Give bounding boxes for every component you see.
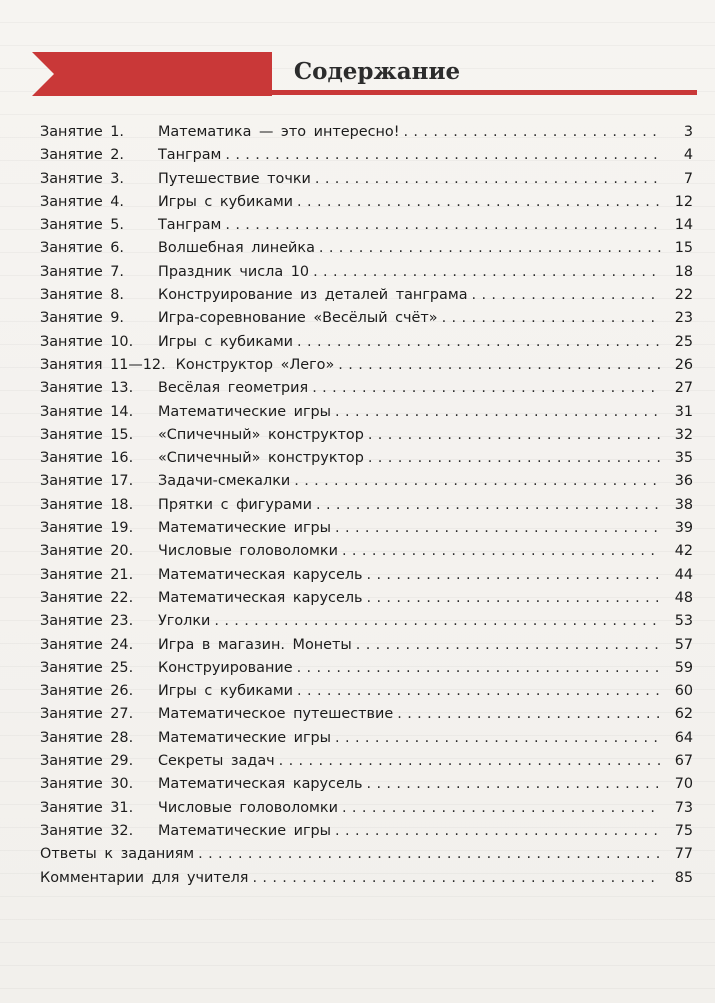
toc-entry-title: Конструирование — [158, 659, 293, 676]
toc-entry-number: Занятие 19. — [40, 520, 134, 537]
toc-dot-leader — [368, 450, 661, 466]
toc-dot-leader — [319, 240, 661, 256]
toc-entry — [40, 800, 693, 823]
toc-entry — [40, 870, 693, 893]
toc-entry-number: Занятие 4. — [40, 193, 125, 210]
toc-dot-leader — [403, 124, 661, 140]
toc-entry-number: Занятие 15. — [40, 426, 134, 443]
toc-dot-leader — [225, 217, 661, 233]
toc-dot-leader — [356, 637, 661, 653]
toc-entry — [40, 147, 693, 170]
toc-entry-page-number: 18 — [674, 263, 693, 280]
toc-dot-leader — [367, 567, 662, 583]
toc-entry-title: Танграм — [158, 147, 222, 164]
toc-dot-leader — [312, 380, 661, 396]
toc-entry-title: Математическая карусель — [158, 589, 363, 606]
toc-entry — [40, 380, 693, 403]
toc-entry-page-number: 25 — [674, 333, 693, 350]
toc-entry-page-number: 12 — [674, 193, 693, 210]
toc-dot-leader — [335, 404, 661, 420]
toc-entry-number: Занятие 25. — [40, 659, 134, 676]
toc-dot-leader — [297, 660, 661, 676]
toc-entry-page-number: 77 — [674, 846, 693, 863]
toc-entry — [40, 124, 693, 147]
toc-entry-title: Игры с кубиками — [158, 683, 294, 700]
toc-entry-number: Занятие 14. — [40, 403, 134, 420]
toc-entry — [40, 334, 693, 357]
toc-dot-leader — [297, 334, 661, 350]
toc-dot-leader — [368, 427, 661, 443]
toc-entry — [40, 637, 693, 660]
toc-dot-leader — [313, 264, 661, 280]
toc-dot-leader — [397, 706, 661, 722]
toc-entry — [40, 240, 693, 263]
toc-entry-number: Занятие 13. — [40, 380, 134, 397]
toc-entry-number: Занятие 27. — [40, 706, 134, 723]
ribbon-red-banner — [32, 52, 272, 96]
toc-entry — [40, 404, 693, 427]
toc-entry-page-number: 48 — [674, 589, 693, 606]
toc-entry-title: Числовые головоломки — [158, 799, 338, 816]
toc-entry — [40, 730, 693, 753]
toc-entry-page-number: 85 — [674, 869, 693, 886]
toc-entry-number: Занятие 17. — [40, 473, 134, 490]
toc-dot-leader — [335, 823, 661, 839]
toc-dot-leader — [198, 846, 661, 862]
toc-entry-number: Занятие 3. — [40, 170, 125, 187]
toc-entry-title: Игры с кубиками — [158, 333, 294, 350]
toc-entry-page-number: 59 — [674, 659, 693, 676]
toc-dot-leader — [472, 287, 661, 303]
toc-dot-leader — [335, 730, 661, 746]
toc-entry-title: Комментарии для учителя — [40, 869, 249, 886]
toc-entry — [40, 357, 693, 380]
toc-entry-page-number: 62 — [674, 706, 693, 723]
toc-entry-title: Ответы к заданиям — [40, 846, 195, 863]
toc-entry-title: Математические игры — [158, 729, 332, 746]
toc-entry-title: Весёлая геометрия — [158, 380, 309, 397]
toc-entry-number: Занятие 8. — [40, 287, 125, 304]
toc-entry — [40, 613, 693, 636]
toc-entry — [40, 776, 693, 799]
toc-entry-title: Танграм — [158, 217, 222, 234]
toc-entry-page-number: 42 — [674, 543, 693, 560]
toc-entry-title: Математическая карусель — [158, 566, 363, 583]
toc-entry-page-number: 73 — [674, 799, 693, 816]
toc-entry-title: Математические игры — [158, 822, 332, 839]
toc-entry-number: Занятие 10. — [40, 333, 134, 350]
toc-entry-number: Занятие 18. — [40, 496, 134, 513]
toc-entry-title: «Спичечный» конструктор — [158, 426, 364, 443]
toc-dot-leader — [252, 870, 661, 886]
toc-entry-page-number: 70 — [674, 776, 693, 793]
toc-entry-title: Конструктор «Лего» — [175, 356, 335, 373]
toc-entry-title: Праздник числа 10 — [158, 263, 310, 280]
toc-entry — [40, 450, 693, 473]
toc-entry-number: Занятие 28. — [40, 729, 134, 746]
toc-entry-number: Занятие 9. — [40, 310, 125, 327]
toc-dot-leader — [342, 543, 661, 559]
page-title: Содержание — [293, 58, 461, 85]
toc-dot-leader — [297, 194, 661, 210]
toc-dot-leader — [335, 520, 661, 536]
toc-entry-number: Занятие 21. — [40, 566, 134, 583]
toc-entry-page-number: 7 — [683, 170, 693, 187]
toc-entry-number: Занятие 30. — [40, 776, 134, 793]
toc-dot-leader — [367, 590, 662, 606]
toc-entry-number: Занятие 5. — [40, 217, 125, 234]
toc-entry-page-number: 39 — [674, 520, 693, 537]
toc-entry-title: Конструирование из деталей танграма — [158, 287, 468, 304]
toc-entry-number: Занятие 26. — [40, 683, 134, 700]
toc-entry-page-number: 38 — [674, 496, 693, 513]
toc-entry-number: Занятие 22. — [40, 589, 134, 606]
toc-entry-page-number: 36 — [674, 473, 693, 490]
toc-entry-title: Математические игры — [158, 403, 332, 420]
toc-entry — [40, 497, 693, 520]
toc-dot-leader — [315, 171, 661, 187]
toc-entry-title: Математика — это интересно! — [158, 124, 400, 140]
toc-entry-title: Математическое путешествие — [158, 706, 394, 723]
toc-entry-number: Занятие 32. — [40, 822, 134, 839]
toc-entry-number: Занятие 16. — [40, 450, 134, 467]
toc-entry-page-number: 35 — [674, 450, 693, 467]
toc-entry-title: Секреты задач — [158, 753, 275, 770]
toc-entry-title: Путешествие точки — [158, 170, 311, 187]
toc-dot-leader — [294, 473, 661, 489]
toc-entry-title: Уголки — [158, 613, 211, 630]
toc-entry-number: Занятия 11—12. — [40, 356, 166, 373]
toc-entry — [40, 473, 693, 496]
toc-dot-leader — [214, 613, 661, 629]
toc-entry-page-number: 60 — [674, 683, 693, 700]
toc-entry-page-number: 53 — [674, 613, 693, 630]
toc-dot-leader — [279, 753, 661, 769]
toc-entry — [40, 264, 693, 287]
toc-entry — [40, 823, 693, 846]
toc-entry — [40, 287, 693, 310]
toc-entry-number: Занятие 20. — [40, 543, 134, 560]
toc-dot-leader — [225, 147, 661, 163]
toc-entry-page-number: 3 — [683, 124, 693, 140]
toc-entry-title: Игра-соревнование «Весёлый счёт» — [158, 310, 438, 327]
toc-entry — [40, 543, 693, 566]
toc-entry-title: Математические игры — [158, 520, 332, 537]
toc-entry — [40, 310, 693, 333]
toc-entry-page-number: 64 — [674, 729, 693, 746]
toc-entry-number: Занятие 24. — [40, 636, 134, 653]
toc-entry-title: Математическая карусель — [158, 776, 363, 793]
toc-dot-leader — [342, 800, 661, 816]
toc-entry — [40, 427, 693, 450]
toc-entry-page-number: 27 — [674, 380, 693, 397]
toc-entry-page-number: 57 — [674, 636, 693, 653]
toc-entry-page-number: 14 — [674, 217, 693, 234]
toc-entry — [40, 590, 693, 613]
toc-dot-leader — [367, 776, 662, 792]
toc-dot-leader — [297, 683, 661, 699]
toc-entry — [40, 846, 693, 869]
toc-entry — [40, 567, 693, 590]
toc-entry-title: Числовые головоломки — [158, 543, 338, 560]
toc-entry-page-number: 31 — [674, 403, 693, 420]
toc-entry-page-number: 4 — [683, 147, 693, 164]
toc-entry — [40, 194, 693, 217]
toc-entry-title: Игры с кубиками — [158, 193, 294, 210]
toc-entry-page-number: 32 — [674, 426, 693, 443]
toc-entry — [40, 520, 693, 543]
toc-entry-title: Игра в магазин. Монеты — [158, 636, 352, 653]
toc-entry-title: Волшебная линейка — [158, 240, 315, 257]
toc-entry-number: Занятие 6. — [40, 240, 125, 257]
toc-entry-page-number: 75 — [674, 822, 693, 839]
toc-entry-number: Занятие 31. — [40, 799, 134, 816]
toc-entry — [40, 171, 693, 194]
toc-dot-leader — [316, 497, 661, 513]
toc-entry-page-number: 44 — [674, 566, 693, 583]
toc-entry-page-number: 22 — [674, 287, 693, 304]
toc-entry — [40, 660, 693, 683]
toc-entry-title: Прятки с фигурами — [158, 496, 312, 513]
toc-entry — [40, 706, 693, 729]
toc-entry-title: «Спичечный» конструктор — [158, 450, 364, 467]
toc-entry — [40, 217, 693, 240]
ribbon-red-line — [272, 90, 697, 95]
toc-entry-title: Задачи-смекалки — [158, 473, 291, 490]
toc-dot-leader — [442, 310, 661, 326]
toc-entry — [40, 753, 693, 776]
toc-entry-page-number: 67 — [674, 753, 693, 770]
toc-entry-number: Занятие 2. — [40, 147, 125, 164]
toc-entry-number: Занятие 7. — [40, 263, 125, 280]
header-ribbon — [32, 52, 697, 96]
toc-entry — [40, 683, 693, 706]
table-of-contents — [40, 124, 693, 893]
toc-entry-number: Занятие 1. — [40, 124, 125, 140]
toc-entry-page-number: 23 — [674, 310, 693, 327]
toc-entry-number: Занятие 23. — [40, 613, 134, 630]
toc-entry-page-number: 26 — [674, 356, 693, 373]
toc-entry-number: Занятие 29. — [40, 753, 134, 770]
toc-dot-leader — [338, 357, 661, 373]
toc-entry-page-number: 15 — [674, 240, 693, 257]
